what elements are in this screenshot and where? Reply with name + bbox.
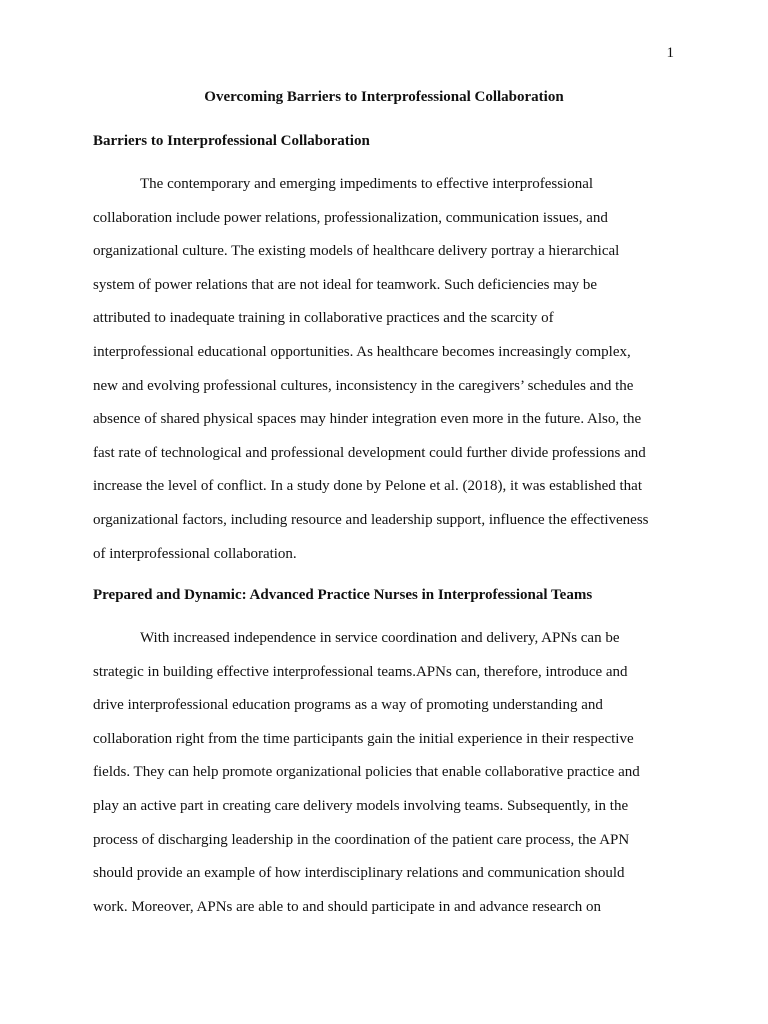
paragraph-line: process of discharging leadership in the coordination of the patient care process, the APN <box>93 831 630 848</box>
paragraph-line: collaboration right from the time participants gain the initial experience in their respective <box>93 730 634 747</box>
paragraph-line: work. Moreover, APNs are able to and should participate in and advance research on <box>93 898 601 915</box>
document-title: Overcoming Barriers to Interprofessional Collaboration <box>204 89 564 105</box>
paragraph-line: fields. They can help promote organizational policies that enable collaborative practice and <box>93 764 640 781</box>
paragraph-line: interprofessional educational opportunities. As healthcare becomes increasingly complex, <box>93 343 631 360</box>
paragraph-line: organizational factors, including resource and leadership support, influence the effectiveness <box>93 511 649 528</box>
paragraph-line: should provide an example of how interdisciplinary relations and communication should <box>93 865 625 882</box>
paragraph-line: organizational culture. The existing models of healthcare delivery portray a hierarchical <box>93 243 620 260</box>
paragraph-line: play an active part in creating care delivery models involving teams. Subsequently, in the <box>93 797 629 814</box>
paragraph-line: attributed to inadequate training in collaborative practices and the scarcity of <box>93 310 554 327</box>
paragraph-line: new and evolving professional cultures, inconsistency in the caregivers’ schedules and the <box>93 377 634 394</box>
paragraph-line: collaboration include power relations, professionalization, communication issues, and <box>93 209 608 226</box>
section-heading-apn-teams: Prepared and Dynamic: Advanced Practice Nurses in Interprofessional Teams <box>93 587 593 603</box>
paragraph-barriers <box>93 174 693 577</box>
section-heading-barriers: Barriers to Interprofessional Collaboration <box>93 133 370 149</box>
paragraph-line: drive interprofessional education programs as a way of promoting understanding and <box>93 697 603 714</box>
paragraph-line: of interprofessional collaboration. <box>93 545 297 562</box>
paragraph-line: strategic in building effective interprofessional teams.APNs can, therefore, introduce and <box>93 663 628 680</box>
paragraph-line: The contemporary and emerging impediments to effective interprofessional <box>140 176 594 192</box>
paragraph-line: absence of shared physical spaces may hinder integration even more in the future. Also, the <box>93 411 642 428</box>
paragraph-line: increase the level of conflict. In a study done by Pelone et al. (2018), it was established that <box>93 478 643 495</box>
page-number: 1 <box>666 45 674 61</box>
paragraph-line: system of power relations that are not ideal for teamwork. Such deficiencies may be <box>93 276 597 293</box>
paragraph-line: fast rate of technological and professional development could further divide professions and <box>93 444 646 461</box>
paragraph-apn-teams <box>93 628 693 930</box>
paragraph-line: With increased independence in service coordination and delivery, APNs can be <box>140 630 620 646</box>
